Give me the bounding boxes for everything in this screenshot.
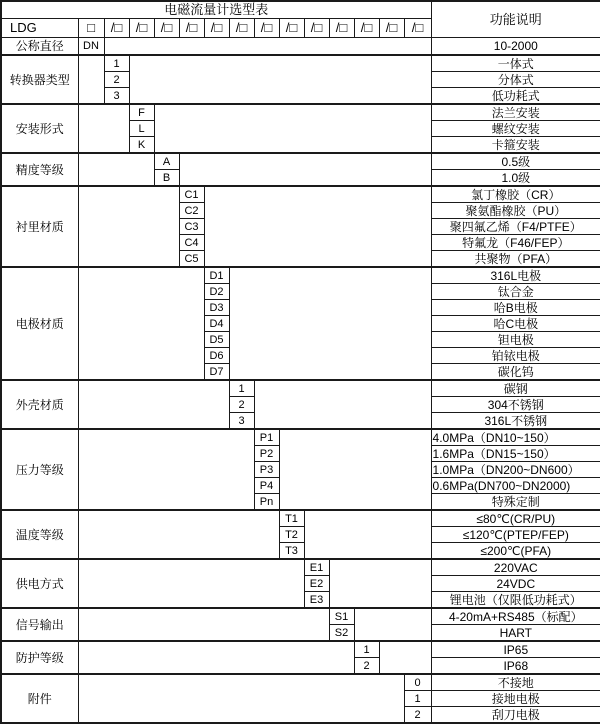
filler-cell (179, 153, 431, 186)
function-cell: 分体式 (431, 72, 600, 88)
category-label: 电极材质 (1, 267, 78, 380)
function-cell: 一体式 (431, 55, 600, 72)
code-cell: E3 (304, 592, 329, 609)
function-cell: 螺纹安装 (431, 121, 600, 137)
function-cell: 10-2000 (431, 38, 600, 56)
code-cell: D3 (204, 300, 229, 316)
model-prefix: LDG (1, 19, 78, 38)
model-code-box: /□ (229, 19, 254, 38)
function-cell: 刮刀电极 (431, 707, 600, 724)
code-cell: Pn (254, 494, 279, 511)
code-cell: 0 (404, 674, 431, 691)
filler-cell (78, 641, 354, 674)
code-cell: 3 (104, 88, 129, 105)
model-code-box: /□ (129, 19, 154, 38)
function-cell: 220VAC (431, 559, 600, 576)
function-cell: 哈B电极 (431, 300, 600, 316)
function-cell: 1.0级 (431, 170, 600, 187)
function-cell: 低功耗式 (431, 88, 600, 105)
category-label: 公称直径 (1, 38, 78, 56)
filler-cell (254, 380, 431, 429)
code-cell: D1 (204, 267, 229, 284)
model-code-box: /□ (254, 19, 279, 38)
filler-cell (154, 104, 431, 153)
model-code-box: /□ (204, 19, 229, 38)
code-cell: P4 (254, 478, 279, 494)
function-cell: ≤80℃(CR/PU) (431, 510, 600, 527)
function-cell: 1.6MPa（DN15~150） (431, 446, 600, 462)
function-cell: 锂电池（仅限低功耗式） (431, 592, 600, 609)
filler-cell (78, 380, 229, 429)
code-cell: 1 (104, 55, 129, 72)
function-cell: 4-20mA+RS485（标配） (431, 608, 600, 625)
model-code-box: /□ (404, 19, 431, 38)
category-label: 温度等级 (1, 510, 78, 559)
category-label: 转换器类型 (1, 55, 78, 104)
filler-cell (78, 608, 329, 641)
function-cell: 碳化钨 (431, 364, 600, 381)
function-cell: 聚氨酯橡胶（PU） (431, 203, 600, 219)
function-cell: ≤120℃(PTEP/FEP) (431, 527, 600, 543)
category-label: 供电方式 (1, 559, 78, 608)
model-code-box: □ (78, 19, 104, 38)
code-cell: L (129, 121, 154, 137)
filler-cell (78, 153, 154, 186)
function-cell: 0.5级 (431, 153, 600, 170)
model-code-box: /□ (179, 19, 204, 38)
table-title: 电磁流量计选型表 (1, 1, 431, 19)
code-cell: 2 (354, 658, 379, 675)
code-cell: 1 (354, 641, 379, 658)
function-cell: IP68 (431, 658, 600, 675)
filler-cell (129, 55, 431, 104)
code-cell: S1 (329, 608, 354, 625)
filler-cell (104, 38, 431, 56)
code-cell: 1 (404, 691, 431, 707)
function-cell: 聚四氟乙烯（F4/PTFE） (431, 219, 600, 235)
code-cell: 2 (404, 707, 431, 724)
category-label: 精度等级 (1, 153, 78, 186)
function-cell: HART (431, 625, 600, 642)
category-label: 防护等级 (1, 641, 78, 674)
function-cell: 特殊定制 (431, 494, 600, 511)
code-cell: 3 (229, 413, 254, 430)
function-column-header: 功能说明 (431, 1, 600, 38)
model-code-box: /□ (279, 19, 304, 38)
model-code-box: /□ (329, 19, 354, 38)
filler-cell (204, 186, 431, 267)
code-cell: C3 (179, 219, 204, 235)
filler-cell (229, 267, 431, 380)
code-cell: F (129, 104, 154, 121)
function-cell: 钛合金 (431, 284, 600, 300)
code-cell: 2 (104, 72, 129, 88)
function-cell: 不接地 (431, 674, 600, 691)
code-cell: T3 (279, 543, 304, 560)
function-cell: 0.6MPa(DN700~DN2000) (431, 478, 600, 494)
model-code-box: /□ (354, 19, 379, 38)
code-cell: E2 (304, 576, 329, 592)
filler-cell (78, 104, 129, 153)
function-cell: 卡箍安装 (431, 137, 600, 154)
code-cell: E1 (304, 559, 329, 576)
function-cell: IP65 (431, 641, 600, 658)
model-code-box: /□ (104, 19, 129, 38)
code-cell: K (129, 137, 154, 154)
function-cell: 316L不锈钢 (431, 413, 600, 430)
category-label: 信号输出 (1, 608, 78, 641)
category-label: 衬里材质 (1, 186, 78, 267)
function-cell: 碳钢 (431, 380, 600, 397)
filler-cell (304, 510, 431, 559)
function-cell: 法兰安装 (431, 104, 600, 121)
filler-cell (78, 267, 204, 380)
code-cell: C4 (179, 235, 204, 251)
filler-cell (78, 55, 104, 104)
code-cell: P2 (254, 446, 279, 462)
code-cell: D7 (204, 364, 229, 381)
function-cell: 304不锈钢 (431, 397, 600, 413)
function-cell: 共聚物（PFA） (431, 251, 600, 268)
model-code-box: /□ (379, 19, 404, 38)
code-cell: S2 (329, 625, 354, 642)
function-cell: ≤200℃(PFA) (431, 543, 600, 560)
function-cell: 316L电极 (431, 267, 600, 284)
category-label: 安装形式 (1, 104, 78, 153)
category-label: 外壳材质 (1, 380, 78, 429)
filler-cell (379, 641, 431, 674)
code-cell: 1 (229, 380, 254, 397)
filler-cell (78, 429, 254, 510)
filler-cell (329, 559, 431, 608)
code-cell: P3 (254, 462, 279, 478)
function-cell: 铂铱电极 (431, 348, 600, 364)
code-cell: T1 (279, 510, 304, 527)
model-code-box: /□ (304, 19, 329, 38)
function-cell: 特氟龙（F46/FEP） (431, 235, 600, 251)
function-cell: 1.0MPa（DN200~DN600） (431, 462, 600, 478)
function-cell: 4.0MPa（DN10~150） (431, 429, 600, 446)
code-cell: B (154, 170, 179, 187)
code-cell: T2 (279, 527, 304, 543)
code-cell: C5 (179, 251, 204, 268)
filler-cell (279, 429, 431, 510)
function-cell: 24VDC (431, 576, 600, 592)
filler-cell (78, 510, 279, 559)
filler-cell (78, 559, 304, 608)
function-cell: 哈C电极 (431, 316, 600, 332)
function-cell: 氯丁橡胶（CR） (431, 186, 600, 203)
filler-cell (354, 608, 431, 641)
code-cell: C2 (179, 203, 204, 219)
code-cell: D4 (204, 316, 229, 332)
function-cell: 接地电极 (431, 691, 600, 707)
code-cell: DN (78, 38, 104, 56)
code-cell: C1 (179, 186, 204, 203)
model-code-box: /□ (154, 19, 179, 38)
category-label: 压力等级 (1, 429, 78, 510)
code-cell: D2 (204, 284, 229, 300)
category-label: 附件 (1, 674, 78, 723)
code-cell: A (154, 153, 179, 170)
function-cell: 钽电极 (431, 332, 600, 348)
filler-cell (78, 186, 179, 267)
code-cell: D6 (204, 348, 229, 364)
code-cell: D5 (204, 332, 229, 348)
code-cell: 2 (229, 397, 254, 413)
code-cell: P1 (254, 429, 279, 446)
